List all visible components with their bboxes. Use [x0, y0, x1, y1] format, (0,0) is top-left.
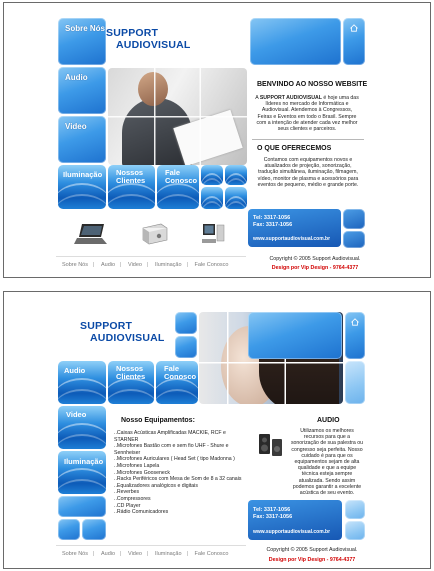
copyright-text: Copyright © 2005 Support Audiovisual. [269, 256, 361, 262]
menu-audio-label: Audio [64, 366, 86, 375]
footer-link-iluminacao[interactable]: Iluminação [154, 551, 182, 557]
menu-nossos-clientes[interactable] [108, 361, 154, 404]
decor-tile [201, 165, 223, 185]
menu-nossos-clientes[interactable] [108, 165, 155, 209]
contact-tel: Tel: 3317-1056 [253, 507, 291, 513]
logo-line2: AUDIOVISUAL [116, 39, 191, 51]
footer-link-fale-conosco[interactable]: Fale Conosco [194, 551, 229, 557]
menu-iluminacao-label: Iluminação [63, 170, 103, 179]
list-item: ..Microfones Auriculares ( Head Set ( tipo Madonna ) [114, 456, 235, 463]
divider [252, 139, 364, 140]
menu-iluminacao-label: Iluminação [64, 457, 104, 466]
decor-tile [82, 519, 106, 540]
decor-tile [345, 361, 365, 404]
home-icon [350, 24, 358, 32]
footer-link-iluminacao[interactable]: Iluminação [154, 262, 182, 268]
footer-divider [56, 256, 246, 257]
menu-fale-conosco[interactable] [156, 361, 198, 404]
speaker-icon [256, 431, 286, 459]
footer-link-fale-conosco[interactable]: Fale Conosco [194, 262, 229, 268]
menu-video-label: Video [66, 410, 87, 419]
header-banner [250, 18, 341, 65]
menu-iluminacao[interactable] [58, 165, 106, 209]
welcome-title: BENVINDO AO NOSSO WEBSITE [257, 81, 368, 88]
menu-iluminacao[interactable] [58, 451, 106, 494]
decor-tile [345, 500, 365, 519]
offer-text: Contamos com equipamentos novos e atualizados de projeção, sonorização, tradução simultânea, iluminação, filmagem, vídeo, monitor de plasma e acessórios para eventos de pequeno, médio e grande porte. [257, 157, 359, 188]
projector-icon [141, 222, 169, 246]
decor-tile [345, 521, 365, 540]
desktop-computer-icon [201, 222, 227, 246]
decor-tile [343, 209, 365, 229]
audio-text: Utilizamos os melhores recursos para que a sonorização de sua palestra ou congresso seja perfeita. Nosso cuidado é para que os equipamentos sejam de alta qualidade e que a equipe técnica esteja sempre atualizada. Sendo assim podemos garantir a excelente acústica de seu evento. [290, 428, 364, 497]
menu-sobre-nos[interactable] [58, 18, 106, 65]
home-button[interactable] [345, 312, 365, 359]
list-item: ..Microfones Bastão com e sem fio UHF - Shure e Sennheiser [114, 443, 229, 456]
menu-fale-conosco-label: Fale Conosco [165, 168, 198, 185]
footer-link-sobre-nos[interactable]: Sobre Nós [62, 262, 88, 268]
audio-title: AUDIO [317, 417, 340, 424]
design-credit: Design por Vip Design - 9764-4377 [271, 265, 359, 271]
equipment-list [114, 430, 244, 516]
contact-panel [248, 209, 341, 247]
contact-website-link[interactable]: www.supportaudiovisual.com.br [253, 236, 331, 242]
footer-nav: Sobre Nós | Audio | Video | Iluminação | Fale Conosco [62, 551, 229, 557]
decor-tile [58, 496, 106, 517]
homepage-screenshot [3, 2, 431, 278]
logo-line1: SUPPORT [80, 320, 133, 332]
decor-tile [201, 187, 223, 209]
menu-fale-conosco[interactable] [157, 165, 199, 209]
menu-audio-label: Audio [65, 73, 88, 82]
footer-nav: Sobre Nós | Audio | Video | Iluminação | Fale Conosco [62, 262, 229, 268]
contact-website-link[interactable]: www.supportaudiovisual.com.br [253, 529, 331, 535]
decor-tile [225, 187, 247, 209]
list-item: ..Microfones Gooseneck [114, 469, 170, 476]
contact-fax: Fax: 3317-1056 [253, 222, 293, 228]
decor-tile [175, 336, 197, 358]
decor-tile [58, 519, 80, 540]
decor-tile [175, 312, 197, 334]
menu-audio[interactable] [58, 67, 106, 114]
footer-divider [56, 545, 246, 546]
businessman-photo [108, 68, 247, 165]
list-item: ..Reverbes [114, 489, 140, 496]
header-banner [248, 312, 342, 359]
footer-link-video[interactable]: Video [128, 551, 142, 557]
list-item: ..Compressores [114, 495, 151, 502]
copyright-text: Copyright © 2005 Support Audiovisual. [266, 547, 358, 553]
decor-tile [225, 165, 247, 185]
home-icon [351, 318, 359, 326]
list-item: ..Caixas Acústicas Amplificadas MACKIE, RCF e STARNER [114, 430, 226, 443]
menu-video[interactable] [58, 116, 106, 163]
contact-fax: Fax: 3317-1056 [253, 514, 293, 520]
decor-tile [343, 231, 365, 248]
list-item: ..Racks Periféricos com Mesa de Som de 8 a 32 canais [114, 476, 242, 483]
contact-panel [248, 500, 342, 540]
menu-video[interactable] [58, 406, 106, 449]
equipment-title: Nosso Equipamentos: [121, 417, 195, 424]
list-item: ..Rádio Comunicadores [114, 509, 169, 516]
menu-nossos-clientes-label: Nossos Clientes [116, 364, 146, 381]
laptop-icon [74, 222, 108, 246]
site-logo[interactable] [106, 27, 191, 51]
audio-page-screenshot [3, 291, 431, 569]
site-logo[interactable] [80, 320, 165, 344]
footer-link-sobre-nos[interactable]: Sobre Nós [62, 551, 88, 557]
welcome-text: A SUPPORT AUDIOVISUAL é hoje uma das líderes no mercado de Informática e Audiovisual. Atendemos à Congressos, Feiras e Eventos em todo o Brasil. Sempre com a intenção de atender cada vez melhor seus clientes e parceiros. [255, 95, 359, 133]
menu-video-label: Video [65, 122, 87, 131]
home-button[interactable] [343, 18, 365, 65]
menu-nossos-clientes-label: Nossos Clientes [116, 168, 146, 185]
footer-link-audio[interactable]: Audio [100, 262, 116, 268]
menu-sobre-nos-label: Sobre Nós [65, 24, 106, 33]
list-item: ..CD Player [114, 502, 141, 509]
list-item: ..Microfones Lapela [114, 462, 160, 469]
logo-line2: AUDIOVISUAL [90, 332, 165, 344]
footer-link-audio[interactable]: Audio [100, 551, 116, 557]
footer-link-video[interactable]: Video [128, 262, 142, 268]
list-item: ..Equalizadores analógicos e digitais [114, 482, 198, 489]
design-credit: Design por Vip Design - 9764-4377 [268, 557, 356, 563]
logo-line1: SUPPORT [106, 27, 159, 39]
menu-fale-conosco-label: Fale Conosco [164, 364, 197, 381]
menu-audio[interactable] [58, 361, 106, 404]
contact-tel: Tel: 3317-1056 [253, 215, 291, 221]
offer-title: O QUE OFERECEMOS [257, 145, 332, 152]
